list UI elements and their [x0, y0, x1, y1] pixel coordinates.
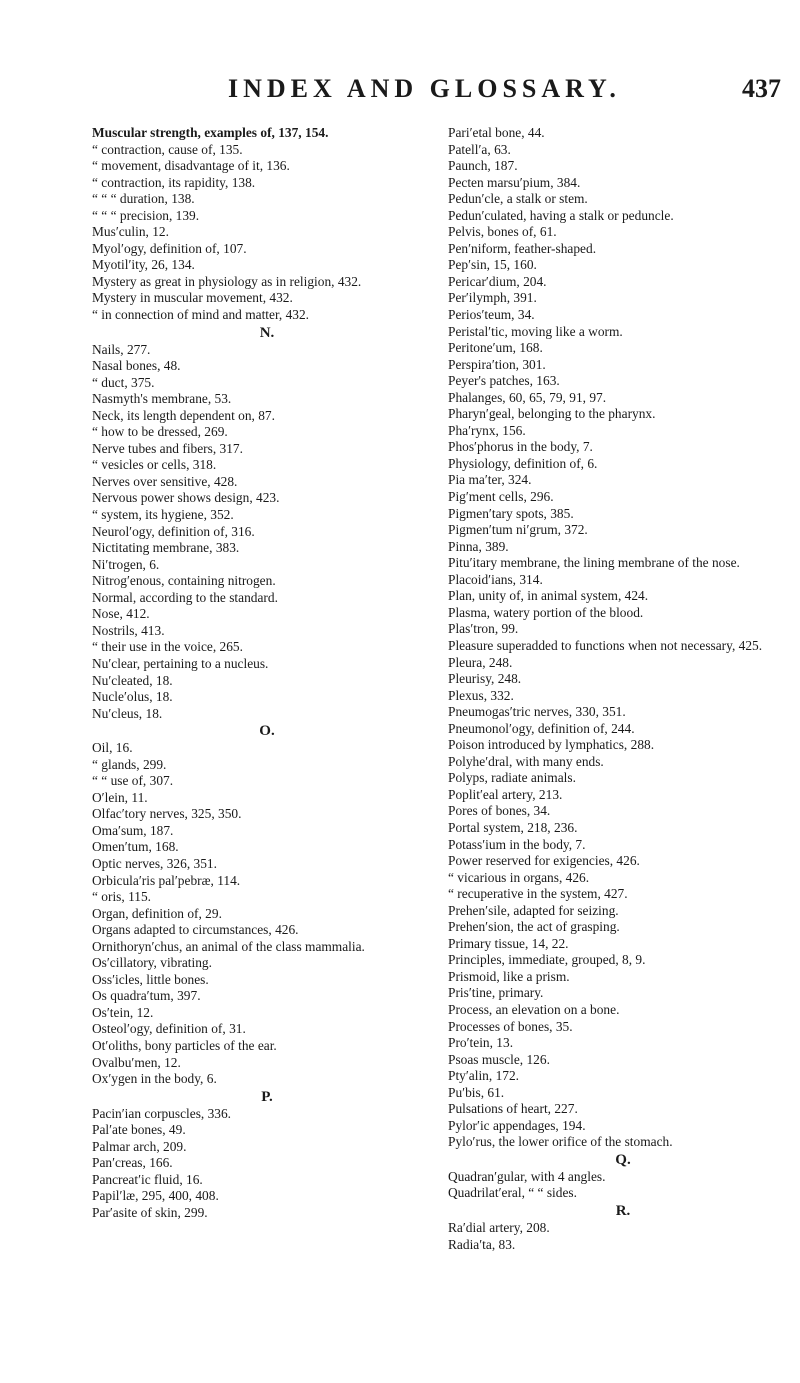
index-entry: Phalanges, 60, 65, 79, 91, 97.: [448, 389, 607, 405]
index-entry: Nictitating membrane, 383.: [92, 540, 240, 556]
index-entry: Nasmyth's membrane, 53.: [92, 391, 232, 407]
index-entry: Pores of bones, 34.: [448, 803, 551, 819]
index-entry: Ox′ygen in the body, 6.: [92, 1071, 217, 1087]
index-entry: Quadran′gular, with 4 angles.: [448, 1168, 606, 1184]
section-letter-heading: P.: [261, 1088, 273, 1105]
index-entry: Plas′tron, 99.: [448, 621, 519, 637]
index-entry: Radia′ta, 83.: [448, 1236, 516, 1252]
index-entry: Nucle′olus, 18.: [92, 689, 173, 705]
index-entry: Ra′dial artery, 208.: [448, 1220, 550, 1235]
index-entry: Pylor′ic appendages, 194.: [448, 1117, 586, 1133]
index-entry: Quadrilat′eral, “ “ sides.: [448, 1185, 577, 1201]
index-entry: “ how to be dressed, 269.: [92, 424, 228, 440]
index-entry: “ contraction, cause of, 135.: [92, 141, 243, 157]
index-entry: Polyhe′dral, with many ends.: [448, 753, 604, 769]
section-letter-heading: Q.: [615, 1151, 631, 1168]
index-entry: Nasal bones, 48.: [92, 358, 181, 374]
index-entry: Oss′icles, little bones.: [92, 971, 209, 987]
index-entry: Plasma, watery portion of the blood.: [448, 604, 644, 620]
index-entry: Potass′ium in the body, 7.: [448, 836, 586, 852]
index-entry: Psoas muscle, 126.: [448, 1051, 550, 1067]
index-entry: Os quadra′tum, 397.: [92, 988, 201, 1004]
index-entry: Pelvis, bones of, 61.: [448, 224, 557, 240]
index-entry: Muscular strength, examples of, 137, 154.: [92, 125, 329, 140]
index-entry: Normal, according to the standard.: [92, 589, 278, 605]
index-entry: Pia ma′ter, 324.: [448, 472, 532, 488]
index-entry: “ vesicles or cells, 318.: [92, 457, 217, 473]
index-entry: Principles, immediate, grouped, 8, 9.: [448, 952, 646, 968]
index-entry: Ni′trogen, 6.: [92, 556, 160, 572]
index-entry: Power reserved for exigencies, 426.: [448, 853, 640, 869]
index-entry: Processes of bones, 35.: [448, 1018, 573, 1034]
index-entry: Nitrog′enous, containing nitrogen.: [92, 573, 276, 589]
index-entry: Organ, definition of, 29.: [92, 905, 222, 921]
index-entry: Oil, 16.: [92, 740, 133, 756]
index-entry: Osteol′ogy, definition of, 31.: [92, 1021, 246, 1037]
index-entry: “ their use in the voice, 265.: [92, 639, 243, 655]
index-entry: Nerves over sensitive, 428.: [92, 473, 238, 489]
index-entry: Process, an elevation on a bone.: [448, 1001, 620, 1017]
index-entry: Mystery in muscular movement, 432.: [92, 290, 293, 306]
running-title: INDEX AND GLOSSARY.: [228, 74, 621, 103]
index-entry: Perspira′tion, 301.: [448, 356, 546, 372]
index-entry: Myotil′ity, 26, 134.: [92, 257, 195, 273]
index-entry: Nose, 412.: [92, 606, 150, 622]
index-entry: Polyps, radiate animals.: [448, 770, 576, 786]
index-entry: Nerve tubes and fibers, 317.: [92, 440, 243, 456]
index-entry: “ “ use of, 307.: [92, 773, 174, 789]
index-entry: Nu′cleated, 18.: [92, 672, 173, 688]
page-number: 437: [742, 74, 781, 103]
index-entry: Pro′tein, 13.: [448, 1035, 514, 1051]
index-entry: Palmar arch, 209.: [92, 1138, 187, 1154]
index-entry: “ recuperative in the system, 427.: [448, 886, 628, 902]
index-entry: Plan, unity of, in animal system, 424.: [448, 588, 649, 604]
index-entry: Plexus, 332.: [448, 687, 514, 703]
index-entry: Pen′niform, feather-shaped.: [448, 240, 597, 256]
index-entry: Pitu′itary membrane, the lining membrane of the nose.: [448, 555, 740, 571]
index-entry: Peritone′um, 168.: [448, 340, 543, 356]
index-entry: Pharyn′geal, belonging to the pharynx.: [448, 406, 656, 422]
index-entry: Portal system, 218, 236.: [448, 819, 578, 835]
index-entry: Peyer's patches, 163.: [448, 373, 560, 389]
index-entry: Pty′alin, 172.: [448, 1068, 520, 1084]
index-entry: Neurol′ogy, definition of, 316.: [92, 523, 255, 539]
index-entry: Papil′læ, 295, 400, 408.: [92, 1188, 219, 1204]
index-entry: Pu′bis, 61.: [448, 1084, 505, 1100]
index-entry: “ movement, disadvantage of it, 136.: [92, 158, 290, 174]
index-entry: Mystery as great in physiology as in religion, 432.: [92, 273, 362, 289]
section-letter-heading: O.: [259, 723, 275, 740]
index-entry: Pecten marsu′pium, 384.: [448, 174, 581, 190]
index-entry: Pal′ate bones, 49.: [92, 1122, 186, 1138]
index-entry: “ glands, 299.: [92, 756, 167, 772]
index-entry: Pha′rynx, 156.: [448, 422, 526, 438]
index-entry: Pacin′ian corpuscles, 336.: [92, 1105, 232, 1121]
index-entry: Pari′etal bone, 44.: [448, 125, 545, 140]
index-entry: Pylo′rus, the lower orifice of the stomach.: [448, 1134, 673, 1150]
index-entry: Organs adapted to circumstances, 426.: [92, 922, 299, 938]
index-entry: Ot′oliths, bony particles of the ear.: [92, 1037, 277, 1053]
index-entry: Prismoid, like a prism.: [448, 968, 570, 984]
index-entry: Pep′sin, 15, 160.: [448, 257, 537, 273]
index-entry: Nails, 277.: [92, 341, 151, 357]
index-entry: Os′cillatory, vibrating.: [92, 955, 212, 971]
index-entry: Pigmen′tum ni′grum, 372.: [448, 522, 588, 538]
index-entry: “ in connection of mind and matter, 432.: [92, 307, 310, 323]
section-letter-heading: R.: [615, 1203, 631, 1219]
index-entry: Pinna, 389.: [448, 538, 509, 554]
index-entry: Pig′ment cells, 296.: [448, 489, 554, 505]
index-entry: Par′asite of skin, 299.: [92, 1204, 208, 1220]
index-entry: Pris′tine, primary.: [448, 985, 544, 1001]
index-entry: Optic nerves, 326, 351.: [92, 855, 217, 871]
index-entry: Pneumonol′ogy, definition of, 244.: [448, 720, 635, 736]
index-column-left: [92, 125, 442, 1221]
index-entry: “ oris, 115.: [92, 889, 152, 905]
index-entry: Physiology, definition of, 6.: [448, 455, 598, 471]
index-entry: Ovalbu′men, 12.: [92, 1054, 181, 1070]
section-letter-heading: N.: [259, 324, 275, 341]
index-entry: Nostrils, 413.: [92, 622, 165, 638]
index-entry: Pleasure superadded to functions when not necessary, 425.: [448, 637, 763, 653]
index-entry: Ornithoryn′chus, an animal of the class mammalia.: [92, 938, 365, 954]
index-entry: “ contraction, its rapidity, 138.: [92, 174, 256, 190]
index-entry: Poison introduced by lymphatics, 288.: [448, 737, 655, 753]
index-entry: Pulsations of heart, 227.: [448, 1101, 578, 1117]
index-entry: Pedun′culated, having a stalk or peduncle.: [448, 207, 674, 223]
index-entry: Pigmen′tary spots, 385.: [448, 505, 574, 521]
index-entry: “ “ “ duration, 138.: [92, 191, 195, 207]
index-entry: Nu′cleus, 18.: [92, 705, 163, 721]
index-entry: Nervous power shows design, 423.: [92, 490, 280, 506]
index-entry: Perios′teum, 34.: [448, 307, 535, 323]
index-entry: O′lein, 11.: [92, 789, 148, 805]
index-entry: Pancreat′ic fluid, 16.: [92, 1171, 203, 1187]
index-entry: Nu′clear, pertaining to a nucleus.: [92, 655, 269, 671]
index-entry: Oma′sum, 187.: [92, 822, 174, 838]
index-entry: Primary tissue, 14, 22.: [448, 935, 569, 951]
index-entry: Neck, its length dependent on, 87.: [92, 407, 275, 423]
index-column-right: [448, 125, 798, 1253]
page-header: [0, 74, 800, 114]
index-entry: Pericar′dium, 204.: [448, 273, 547, 289]
index-entry: Orbicula′ris pal′pebræ, 114.: [92, 872, 241, 888]
index-entry: Poplit′eal artery, 213.: [448, 786, 563, 802]
index-entry: Olfac′tory nerves, 325, 350.: [92, 806, 242, 822]
index-entry: Placoid′ians, 314.: [448, 571, 543, 587]
index-entry: “ “ “ precision, 139.: [92, 207, 200, 223]
index-entry: Patell′a, 63.: [448, 141, 511, 157]
index-entry: Os′tein, 12.: [92, 1004, 154, 1020]
index-entry: “ vicarious in organs, 426.: [448, 869, 590, 885]
index-entry: “ duct, 375.: [92, 374, 155, 390]
index-entry: Prehen′sion, the act of grasping.: [448, 919, 620, 935]
index-entry: Omen′tum, 168.: [92, 839, 179, 855]
index-entry: Pleura, 248.: [448, 654, 513, 670]
index-entry: Pleurisy, 248.: [448, 671, 522, 687]
index-entry: Prehen′sile, adapted for seizing.: [448, 902, 619, 918]
index-entry: Pan′creas, 166.: [92, 1155, 173, 1171]
index-entry: Pedun′cle, a stalk or stem.: [448, 191, 588, 207]
index-entry: Pneumogas′tric nerves, 330, 351.: [448, 704, 626, 720]
index-entry: Per′ilymph, 391.: [448, 290, 537, 306]
index-entry: Paunch, 187.: [448, 158, 518, 174]
index-entry: “ system, its hygiene, 352.: [92, 507, 234, 523]
index-entry: Myol′ogy, definition of, 107.: [92, 240, 247, 256]
index-entry: Phos′phorus in the body, 7.: [448, 439, 593, 455]
index-entry: Peristal′tic, moving like a worm.: [448, 323, 623, 339]
index-entry: Mus′culin, 12.: [92, 224, 169, 240]
